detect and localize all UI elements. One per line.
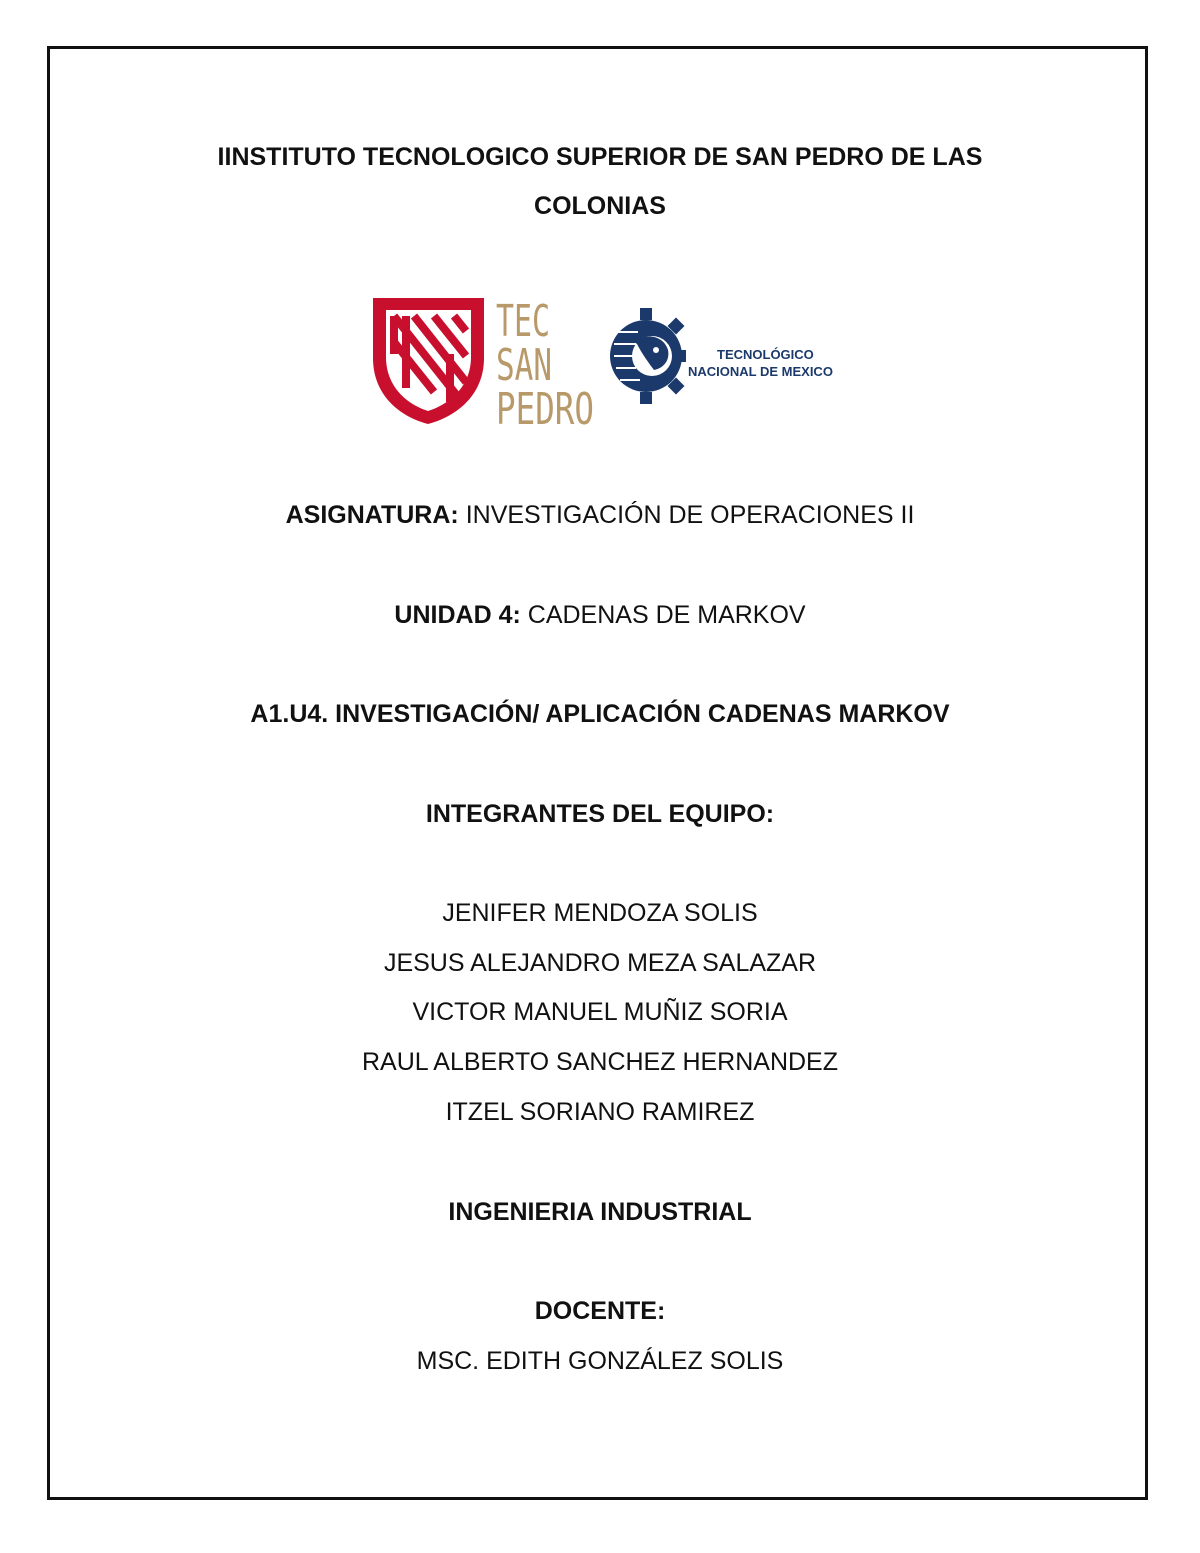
teacher-name: MSC. EDITH GONZÁLEZ SOLIS xyxy=(416,1347,784,1375)
unit-label: UNIDAD 4: xyxy=(394,601,521,629)
course-label: ASIGNATURA: xyxy=(285,501,459,529)
page-border xyxy=(47,46,1148,1500)
shield-icon xyxy=(373,298,484,424)
institute-name-line-1: IINSTITUTO TECNOLOGICO SUPERIOR DE SAN PEDRO DE LAS xyxy=(217,143,983,171)
course-value: INVESTIGACIÓN DE OPERACIONES II xyxy=(458,501,915,529)
gear-eagle-icon xyxy=(610,308,686,404)
unit-line xyxy=(0,600,1200,630)
wordmark-line-pedro: PEDRO xyxy=(496,384,594,435)
institute-name-line-2: COLONIAS xyxy=(534,192,666,220)
wordmark-line-tec: TEC xyxy=(496,296,550,347)
tec-san-pedro-wordmark xyxy=(496,296,594,435)
wordmark-line-san: SAN xyxy=(496,340,552,391)
team-member: RAUL ALBERTO SANCHEZ HERNANDEZ xyxy=(361,1048,839,1076)
tec-san-pedro-logo xyxy=(370,294,600,435)
activity-title: A1.U4. INVESTIGACIÓN/ APLICACIÓN CADENAS MARKOV xyxy=(250,700,950,728)
tecnm-line-2: NACIONAL DE MEXICO xyxy=(688,364,833,379)
tecnm-line-1: TECNOLÓGICO xyxy=(717,347,814,362)
unit-value: CADENAS DE MARKOV xyxy=(520,601,806,629)
team-member: JENIFER MENDOZA SOLIS xyxy=(442,899,758,927)
team-member: JESUS ALEJANDRO MEZA SALAZAR xyxy=(383,949,817,977)
tecnm-logo xyxy=(608,302,840,414)
course-line xyxy=(0,500,1200,530)
team-member: VICTOR MANUEL MUÑIZ SORIA xyxy=(412,998,788,1026)
teacher-label: DOCENTE: xyxy=(534,1297,666,1325)
career-name: INGENIERIA INDUSTRIAL xyxy=(448,1198,752,1226)
team-heading: INTEGRANTES DEL EQUIPO: xyxy=(425,800,775,828)
team-member: ITZEL SORIANO RAMIREZ xyxy=(445,1098,755,1126)
logos-row xyxy=(370,294,840,435)
